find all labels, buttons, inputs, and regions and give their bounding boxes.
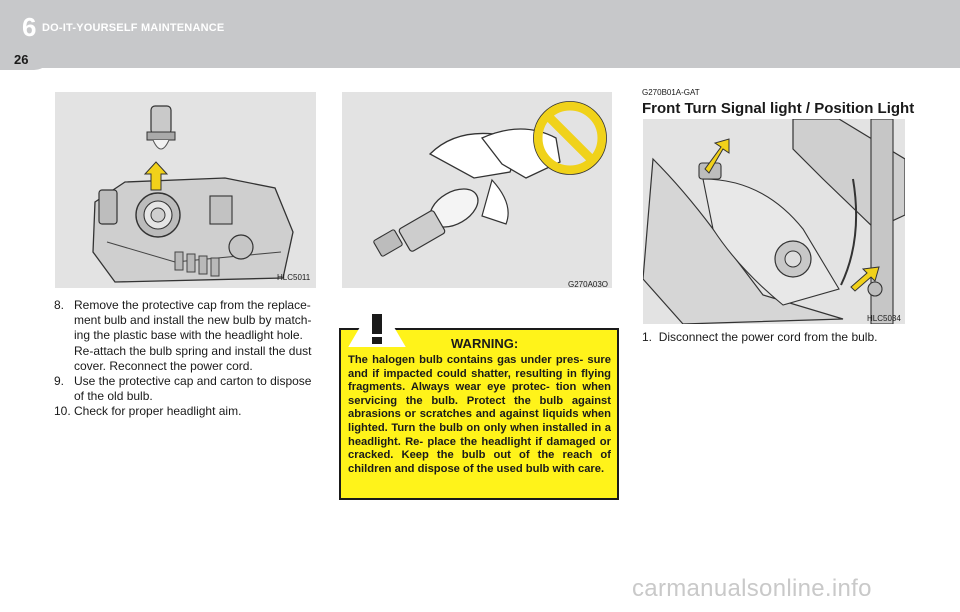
- bulb-handling-figure: [342, 92, 612, 288]
- bulb-handling-illustration: [342, 92, 612, 288]
- replacement-steps: [54, 298, 324, 420]
- headlight-bulb-figure: [55, 92, 316, 288]
- chapter-title: DO-IT-YOURSELF MAINTENANCE: [42, 22, 225, 34]
- figure-code: HLC5011: [277, 273, 311, 282]
- list-item: 1. Disconnect the power cord from the bulb.: [642, 330, 878, 344]
- section-title: Front Turn Signal light / Position Light: [642, 100, 915, 117]
- section-code: G270B01A-GAT: [642, 88, 700, 97]
- turn-signal-illustration: [643, 119, 905, 324]
- list-item: 8. Remove the protective cap from the replace- ment bulb and install the new bulb by match- ing the plastic base with the headlight hole. Re-attach the bulb spring and install the dust cover. Reconnect the power cord.: [54, 298, 312, 373]
- page-number: 26: [14, 52, 29, 67]
- list-item: 9. Use the protective cap and carton to dispose of the old bulb.: [54, 374, 312, 404]
- chapter-header-band: [0, 0, 960, 68]
- warning-box: [339, 328, 619, 500]
- watermark: carmanualsonline.info: [632, 575, 872, 602]
- figure-code: G270A03O: [568, 280, 609, 289]
- warning-text: The halogen bulb contains gas under pres- sure and if impacted could shatter, resulting in flying fragments. Always wear eye protec- tion when servicing the bulb. Protect the bulb against abrasions or scratches and against liquids when lighted. Turn the bulb on only when installed in a headlight. Re- place the headlight if damaged or cracked. Keep the bulb out of the reach of children and dispose of the used bulb with care.: [348, 354, 611, 475]
- headlight-assembly-illustration: [55, 92, 316, 288]
- chapter-number: 6: [22, 12, 37, 42]
- turn-signal-figure: [643, 119, 905, 324]
- warning-title: WARNING:: [451, 336, 519, 351]
- warning-triangle-icon: [348, 298, 406, 348]
- list-item: 10. Check for proper headlight aim.: [54, 404, 242, 419]
- figure-code: HLC5034: [867, 314, 901, 323]
